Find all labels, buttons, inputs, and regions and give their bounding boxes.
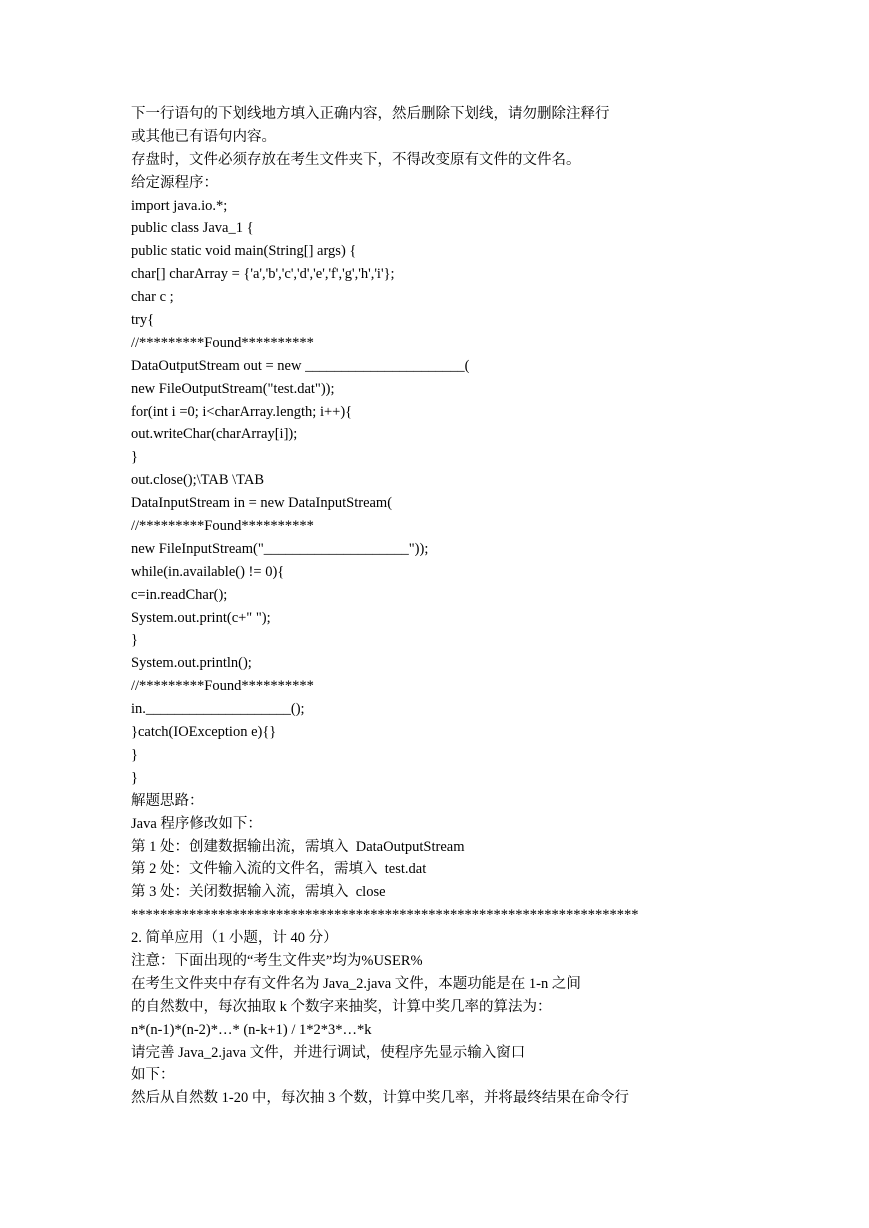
instruction-line: 如下：	[131, 1067, 175, 1084]
code-line: }	[131, 769, 138, 786]
code-line: System.out.print(c+" ");	[131, 609, 271, 626]
code-line: import java.io.*;	[131, 197, 228, 214]
instruction-line: 请完善 Java_2.java 文件，并进行调试，使程序先显示输入窗口	[131, 1044, 526, 1061]
code-line: DataInputStream in = new DataInputStream(	[131, 495, 393, 512]
code-line: }	[131, 632, 138, 649]
formula-line: n*(n-1)*(n-2)*…* (n-k+1) / 1*2*3*…*k	[131, 1021, 372, 1038]
code-line: System.out.println();	[131, 655, 252, 672]
solution-line: 第 1 处：创建数据输出流，需填入 DataOutputStream	[131, 838, 465, 855]
document-body	[131, 103, 851, 1110]
code-line: c=in.readChar();	[131, 586, 228, 603]
code-line: DataOutputStream out = new ______________________(	[131, 357, 470, 374]
instruction-line: 的自然数中，每次抽取 k 个数字来抽奖，计算中奖几率的算法为：	[131, 998, 552, 1015]
code-line: }	[131, 449, 138, 466]
code-line: public static void main(String[] args) {	[131, 243, 357, 260]
solution-line: 第 3 处：关闭数据输入流，需填入 close	[131, 884, 386, 901]
solution-line: Java 程序修改如下：	[131, 815, 262, 832]
code-line: while(in.available() != 0){	[131, 563, 285, 580]
code-line: try{	[131, 312, 155, 329]
instruction-line: 然后从自然数 1-20 中，每次抽 3 个数，计算中奖几率，并将最终结果在命令行	[131, 1090, 629, 1107]
section-label: 给定源程序：	[131, 174, 218, 191]
code-comment: //*********Found**********	[131, 334, 314, 351]
code-line: in.____________________();	[131, 701, 305, 718]
section-label: 解题思路：	[131, 792, 204, 809]
solution-line: 第 2 处：文件输入流的文件名，需填入 test.dat	[131, 861, 427, 878]
code-line: char[] charArray = {'a','b','c','d','e','f','g','h','i'};	[131, 266, 395, 283]
instruction-line: 或其他已有语句内容。	[131, 128, 276, 145]
instruction-line: 在考生文件夹中存有文件名为 Java_2.java 文件，本题功能是在 1-n 之间	[131, 975, 581, 992]
instruction-line: 下一行语句的下划线地方填入正确内容，然后删除下划线，请勿删除注释行	[131, 106, 610, 122]
code-line: out.writeChar(charArray[i]);	[131, 426, 298, 443]
code-comment: //*********Found**********	[131, 518, 314, 535]
code-line: out.close();\TAB \TAB	[131, 472, 264, 489]
code-comment: //*********Found**********	[131, 678, 314, 695]
code-line: }	[131, 746, 138, 763]
code-line: char c ;	[131, 289, 174, 306]
code-line: new FileOutputStream("test.dat"));	[131, 380, 335, 397]
code-line: new FileInputStream("____________________"));	[131, 540, 429, 557]
code-line: for(int i =0; i<charArray.length; i++){	[131, 403, 353, 420]
section-heading: 2. 简单应用（1 小题，计 40 分）	[131, 930, 338, 947]
instruction-line: 存盘时，文件必须存放在考生文件夹下，不得改变原有文件的文件名。	[131, 151, 581, 168]
code-line: public class Java_1 {	[131, 220, 254, 237]
instruction-line: 注意：下面出现的“考生文件夹”均为%USER%	[131, 952, 423, 969]
code-line: }catch(IOException e){}	[131, 724, 277, 741]
separator-line: **********************************************************************	[131, 907, 639, 924]
